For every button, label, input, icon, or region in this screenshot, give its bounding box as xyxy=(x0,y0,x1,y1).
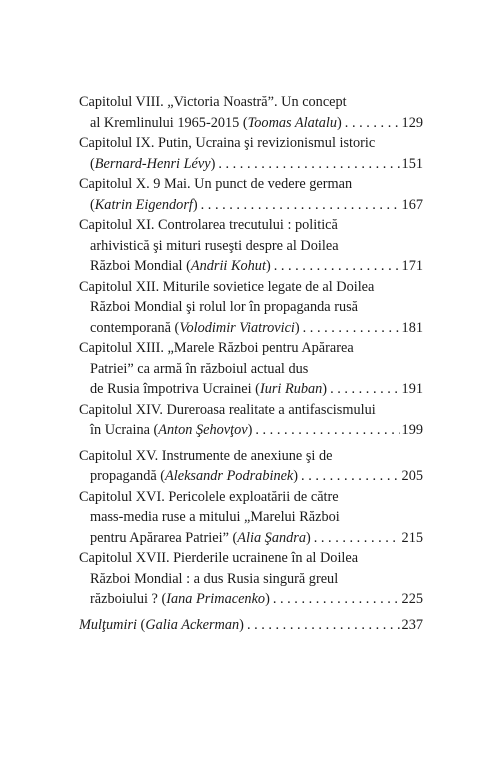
toc-entry-title-line: Capitolul XV. Instrumente de anexiune şi de xyxy=(79,447,333,464)
toc-entry-last-line: propagandă (Aleksandr Podrabinek) . . . 205 xyxy=(79,466,423,487)
toc-entry-last-line: de Rusia împotriva Ucrainei (Iuri Ruban) . . . 191 xyxy=(79,379,423,400)
toc-entry-author: Iuri Ruban xyxy=(259,381,323,397)
toc-entry-last-line: contemporană (Volodimir Viatrovici) . . . 181 xyxy=(79,318,423,339)
toc-entry-title-line: Capitolul XII. Miturile sovietice legate de al Doilea xyxy=(79,278,375,295)
toc-leader-dots xyxy=(271,256,400,277)
toc-leader-dots xyxy=(300,318,400,339)
toc-entry-author: Katrin Eigendorf xyxy=(94,196,193,213)
toc-leader-dots xyxy=(198,195,400,216)
toc-page-number: 181 xyxy=(401,319,423,336)
toc-page-number: 129 xyxy=(401,114,423,131)
toc-leader-dots xyxy=(327,379,399,400)
toc-entry-chapter-8 xyxy=(79,92,423,133)
toc-entry-chapter-10 xyxy=(79,174,423,215)
toc-page-number: 199 xyxy=(401,422,423,438)
toc-entry-title-line: Război Mondial : a dus Rusia singură greul xyxy=(90,570,339,587)
toc-entry-title-line: Patriei” ca armă în războiul actual dus xyxy=(90,360,309,377)
toc-entry-title-line: mass-media ruse a mitului „Marelui Război xyxy=(90,509,340,525)
toc-entry-title-line: Capitolul XVII. Pierderile ucrainene în al Doilea xyxy=(79,550,359,566)
toc-entry-title: Mulţumiri xyxy=(79,616,137,633)
toc-leader-dots xyxy=(252,420,399,441)
toc-page-number: 167 xyxy=(401,196,423,213)
toc-entry-last-line: (Bernard-Henri Lévy) . . . 151 xyxy=(79,154,423,175)
toc-page-number: 205 xyxy=(401,468,423,484)
toc-entry-author: Anton Şehovţov xyxy=(158,422,248,438)
toc-leader-dots xyxy=(270,589,400,610)
toc-entry-chapter-13 xyxy=(79,338,423,400)
toc-page-number: 191 xyxy=(401,381,423,397)
toc-entry-author: Toomas Alatalu xyxy=(247,114,338,131)
toc-entry-author: Galia Ackerman xyxy=(145,616,240,633)
toc-entry-last-line: Război Mondial (Andrii Kohut) . . . 171 xyxy=(79,256,423,277)
toc-entry-last-line: Mulţumiri (Galia Ackerman) . . . 237 xyxy=(79,615,423,636)
table-of-contents xyxy=(79,92,423,635)
toc-entry-author: Alia Şandra xyxy=(237,529,306,546)
toc-entry-title-line: Capitolul XI. Controlarea trecutului : politică xyxy=(79,217,338,233)
toc-entry-title-line: arhivistică şi mituri ruseşti despre al Doilea xyxy=(90,237,339,254)
toc-entry-last-line: (Katrin Eigendorf) . . . 167 xyxy=(79,195,423,216)
toc-entry-chapter-16 xyxy=(79,487,423,549)
toc-entry-chapter-15 xyxy=(79,446,423,487)
toc-page-number: 225 xyxy=(401,591,423,607)
toc-page-number: 171 xyxy=(401,258,423,274)
toc-entry-chapter-14 xyxy=(79,400,423,441)
toc-entry-title-line: Capitolul XIV. Dureroasa realitate a antifascismului xyxy=(79,401,376,418)
toc-leader-dots xyxy=(298,466,400,487)
toc-entry-title-line: Capitolul X. 9 Mai. Un punct de vedere german xyxy=(79,176,353,192)
toc-entry-chapter-11 xyxy=(79,215,423,277)
toc-leader-dots xyxy=(244,615,400,636)
toc-entry-last-line: pentru Apărarea Patriei” (Alia Şandra) . . . 215 xyxy=(79,528,423,549)
toc-entry-author: Andrii Kohut xyxy=(190,258,266,274)
toc-leader-dots xyxy=(215,154,399,175)
toc-entry-last-line: în Ucraina (Anton Şehovţov) . . . 199 xyxy=(79,420,423,441)
toc-entry-author: Aleksandr Podrabinek xyxy=(165,468,294,484)
toc-leader-dots xyxy=(342,113,400,134)
toc-entry-author: Volodimir Viatrovici xyxy=(179,319,295,336)
toc-entry-last-line: războiului ? (Iana Primacenko) . . . 225 xyxy=(79,589,423,610)
toc-entry-title-line: Capitolul XIII. „Marele Război pentru Apărarea xyxy=(79,340,354,356)
toc-entry-last-line: al Kremlinului 1965-2015 (Toomas Alatalu) . . . 129 xyxy=(79,113,423,134)
toc-entry-title-line: Capitolul VIII. „Victoria Noastră”. Un concept xyxy=(79,94,347,110)
toc-entry-title-line: Capitolul IX. Putin, Ucraina şi revizionismul istoric xyxy=(79,135,376,151)
toc-page-number: 151 xyxy=(401,155,423,172)
toc-entry-author: Iana Primacenko xyxy=(166,591,266,607)
toc-entry-chapter-12 xyxy=(79,277,423,339)
toc-page-number: 237 xyxy=(401,616,423,633)
toc-page-number: 215 xyxy=(401,529,423,546)
toc-entry-chapter-9 xyxy=(79,133,423,174)
toc-leader-dots xyxy=(311,528,400,549)
toc-entry-author: Bernard-Henri Lévy xyxy=(94,155,211,172)
toc-entry-chapter-17 xyxy=(79,548,423,610)
toc-entry-title-line: Capitolul XVI. Pericolele exploatării de către xyxy=(79,488,339,505)
toc-entry-acknowledgements xyxy=(79,615,423,636)
toc-entry-title-line: Război Mondial şi rolul lor în propaganda rusă xyxy=(90,299,359,315)
